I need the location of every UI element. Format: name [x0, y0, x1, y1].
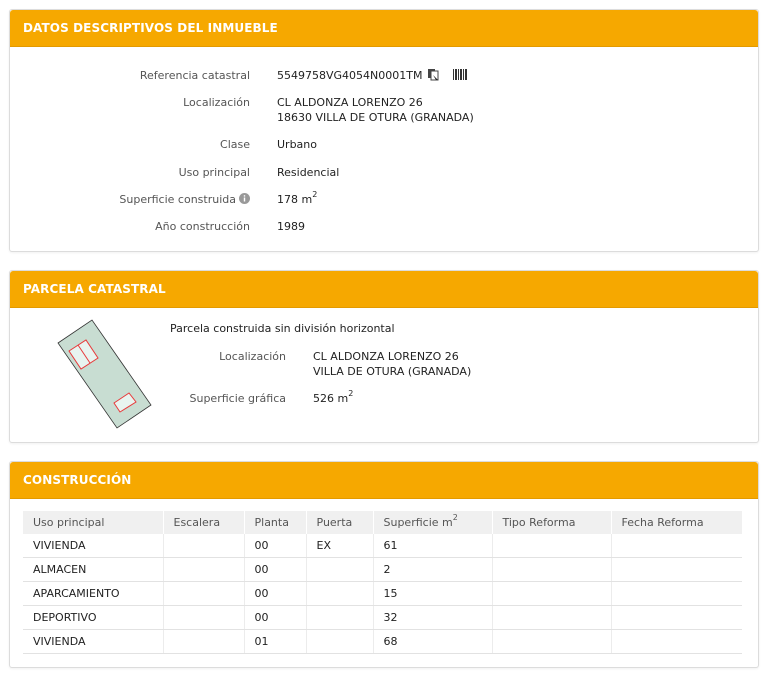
loc-label: Localización	[183, 96, 250, 109]
cell-uso: VIVIENDA	[23, 534, 163, 558]
cell-escalera	[163, 630, 244, 654]
cell-uso: ALMACEN	[23, 558, 163, 582]
cell-puerta	[306, 630, 373, 654]
cell-fecha-reforma	[611, 582, 742, 606]
parcel-map[interactable]	[54, 317, 158, 429]
cell-tipo-reforma	[492, 630, 611, 654]
cell-fecha-reforma	[611, 630, 742, 654]
cell-puerta: EX	[306, 534, 373, 558]
cell-planta: 00	[244, 582, 306, 606]
table-row	[23, 630, 742, 654]
construccion-panel	[9, 461, 759, 668]
cell-superficie: 68	[373, 630, 492, 654]
clase-label: Clase	[220, 138, 250, 151]
inmueble-panel	[9, 9, 759, 252]
inmueble-title: DATOS DESCRIPTIVOS DEL INMUEBLE	[10, 10, 758, 47]
loc-line1: CL ALDONZA LORENZO 26	[277, 96, 423, 109]
cell-planta: 00	[244, 534, 306, 558]
col-superficie: Superficie $m^2$	[373, 511, 492, 534]
table-row	[23, 582, 742, 606]
ref-label: Referencia catastral	[139, 69, 250, 82]
cell-planta: 01	[244, 630, 306, 654]
uso-label: Uso principal	[178, 166, 250, 179]
cell-escalera	[163, 582, 244, 606]
parcela-panel	[9, 270, 759, 443]
col-escalera: Escalera	[163, 511, 244, 534]
construccion-title: CONSTRUCCIÓN	[10, 462, 758, 499]
copy-icon[interactable]	[427, 68, 440, 81]
cell-planta: 00	[244, 606, 306, 630]
cell-puerta	[306, 558, 373, 582]
cell-uso: DEPORTIVO	[23, 606, 163, 630]
cell-uso: VIVIENDA	[23, 630, 163, 654]
cell-superficie: 15	[373, 582, 492, 606]
cell-tipo-reforma	[492, 558, 611, 582]
cell-superficie: 61	[373, 534, 492, 558]
cell-tipo-reforma	[492, 606, 611, 630]
cell-escalera	[163, 558, 244, 582]
cell-planta: 00	[244, 558, 306, 582]
table-row	[23, 558, 742, 582]
cell-fecha-reforma	[611, 606, 742, 630]
parcela-sup-label: Superficie gráfica	[189, 392, 286, 405]
cell-superficie: 32	[373, 606, 492, 630]
col-planta: Planta	[244, 511, 306, 534]
cell-uso: APARCAMIENTO	[23, 582, 163, 606]
cell-fecha-reforma	[611, 534, 742, 558]
col-fecha-reforma: Fecha Reforma	[611, 511, 742, 534]
cell-escalera	[163, 606, 244, 630]
clase-value: Urbano	[277, 138, 317, 151]
anio-value: 1989	[277, 220, 305, 233]
parcela-sup-value: 526 $m^2$	[313, 389, 354, 405]
cell-fecha-reforma	[611, 558, 742, 582]
construccion-table	[23, 511, 742, 654]
barcode-icon[interactable]	[453, 69, 467, 80]
parcela-loc-line1: CL ALDONZA LORENZO 26	[313, 350, 459, 363]
sup-value: 178 $m^2$	[277, 190, 318, 206]
parcela-title: PARCELA CATASTRAL	[10, 271, 758, 308]
sup-label: Superficie construida	[119, 193, 236, 206]
table-row	[23, 606, 742, 630]
col-tipo-reforma: Tipo Reforma	[492, 511, 611, 534]
cell-tipo-reforma	[492, 582, 611, 606]
table-header-row	[23, 511, 742, 534]
parcela-loc-line2: VILLA DE OTURA (GRANADA)	[313, 365, 472, 378]
parcela-desc: Parcela construida sin división horizontal	[170, 322, 395, 335]
uso-value: Residencial	[277, 166, 340, 179]
info-icon[interactable]	[239, 193, 250, 204]
ref-value[interactable]: 5549758VG4054N0001TM	[277, 69, 423, 82]
col-puerta: Puerta	[306, 511, 373, 534]
col-uso: Uso principal	[23, 511, 163, 534]
cell-superficie: 2	[373, 558, 492, 582]
cell-escalera	[163, 534, 244, 558]
cell-puerta	[306, 582, 373, 606]
table-row	[23, 534, 742, 558]
anio-label: Año construcción	[155, 220, 250, 233]
loc-line2: 18630 VILLA DE OTURA (GRANADA)	[277, 111, 474, 124]
cell-tipo-reforma	[492, 534, 611, 558]
parcel-shape	[58, 320, 151, 428]
cell-puerta	[306, 606, 373, 630]
parcela-loc-label: Localización	[219, 350, 286, 363]
